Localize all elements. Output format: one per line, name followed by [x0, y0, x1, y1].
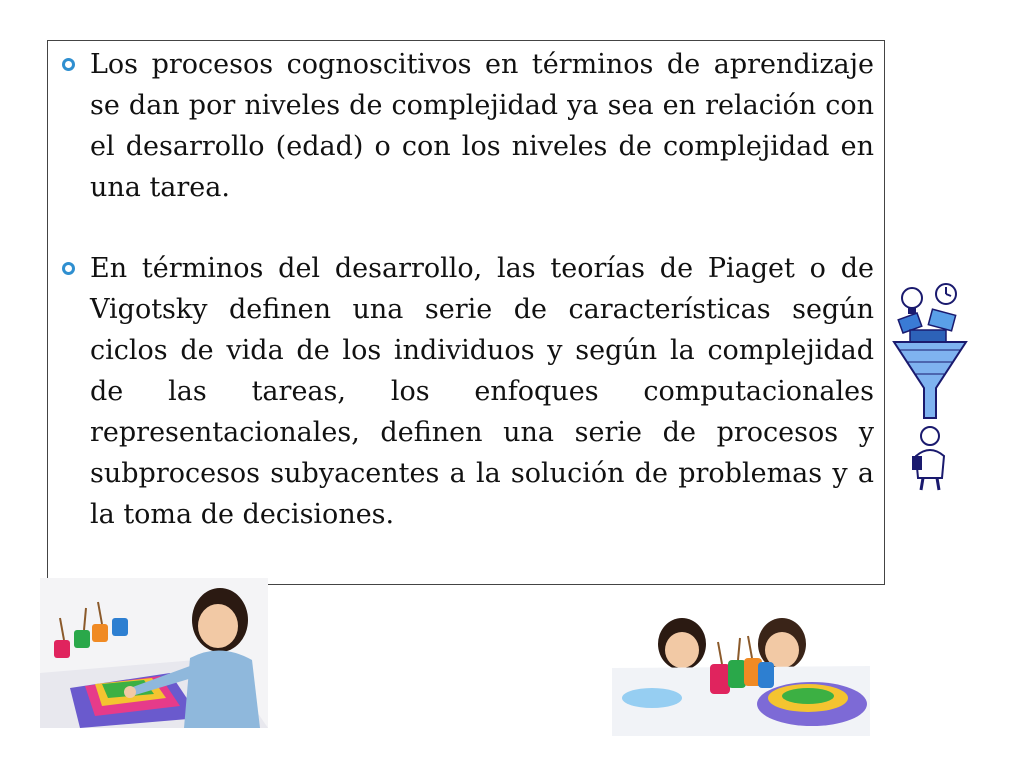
bullet-circle-icon	[62, 262, 75, 275]
ideas-funnel-person-clipart	[890, 278, 970, 493]
bullet-text: Los procesos cognoscitivos en términos de aprendizaje se dan por niveles de complejidad ya sea en relación con el desarrollo (edad) o con los niveles de complejidad en una tarea.	[90, 49, 874, 203]
bullet-item-1	[62, 44, 874, 208]
bullet-item-2	[62, 248, 874, 535]
bullet-circle-icon	[62, 58, 75, 71]
bullet-text: En términos del desarrollo, las teorías de Piaget o de Vigotsky definen una serie de características según ciclos de vida de los individuos y según la complejidad de las tareas, los enfoques computacionales representacionales, definen una serie de procesos y subprocesos subyacentes a la solución de problemas y a la toma de decisiones.	[90, 253, 874, 530]
two-girls-painting-photo	[612, 608, 870, 736]
bullet-list	[62, 44, 874, 575]
girl-painting-photo	[40, 578, 268, 728]
